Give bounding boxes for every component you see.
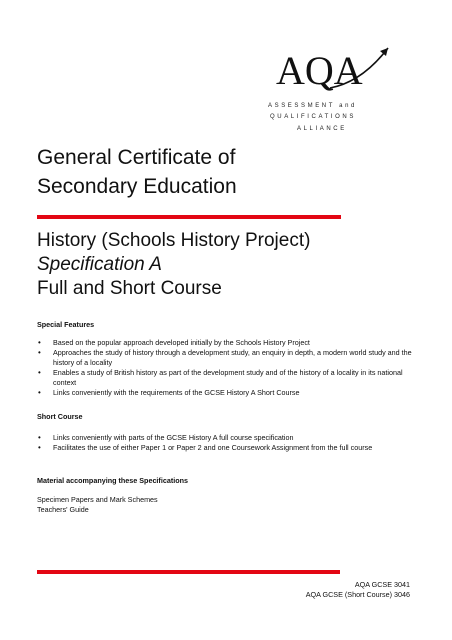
logo-arrow-icon (380, 48, 388, 56)
special-features-list (37, 338, 417, 398)
logo-line-qualifications: QUALIFICATIONS (270, 114, 356, 120)
list-item: • Enables a study of British history as part of the development study and of the history of a locality in its national context (37, 368, 417, 388)
section-heading: Short Course (37, 412, 83, 421)
aqa-logo (270, 42, 394, 100)
logo-line-alliance: ALLIANCE (297, 126, 347, 132)
aqa-logo-letters: AQA (276, 48, 363, 93)
red-divider-top (37, 215, 341, 219)
list-item: • Links conveniently with the requirements of the GCSE History A Short Course (37, 388, 417, 398)
section-heading: Material accompanying these Specifications (37, 476, 188, 485)
specification-label: Specification A (37, 254, 162, 275)
material-item: Specimen Papers and Mark Schemes (37, 495, 158, 504)
logo-line-assessment: ASSESSMENT and (268, 103, 357, 109)
section-heading: Special Features (37, 320, 95, 329)
list-item: • Facilitates the use of either Paper 1 or Paper 2 and one Coursework Assignment from the full course (37, 443, 417, 453)
list-item: • Approaches the study of history through a development study, an enquiry in depth, a modern world study and the history of a locality (37, 348, 417, 368)
material-list (37, 495, 417, 515)
short-course-heading (37, 412, 417, 422)
special-features-heading (37, 320, 417, 330)
material-heading (37, 476, 417, 486)
spec-code-full: AQA GCSE 3041 (354, 580, 410, 589)
title-line: General Certificate of (37, 146, 236, 169)
title-line: Secondary Education (37, 175, 237, 198)
material-item: Teachers' Guide (37, 505, 89, 514)
document-title (37, 143, 237, 201)
course-label: Full and Short Course (37, 278, 222, 299)
subject-heading (37, 229, 310, 301)
subject-line: History (Schools History Project) (37, 230, 311, 251)
list-item: • Based on the popular approach developed initially by the Schools History Project (37, 338, 417, 348)
list-item: • Links conveniently with parts of the GCSE History A full course specification (37, 433, 417, 443)
red-divider-bottom (37, 570, 340, 574)
spec-code-short: AQA GCSE (Short Course) 3046 (305, 590, 410, 599)
short-course-list (37, 433, 417, 453)
